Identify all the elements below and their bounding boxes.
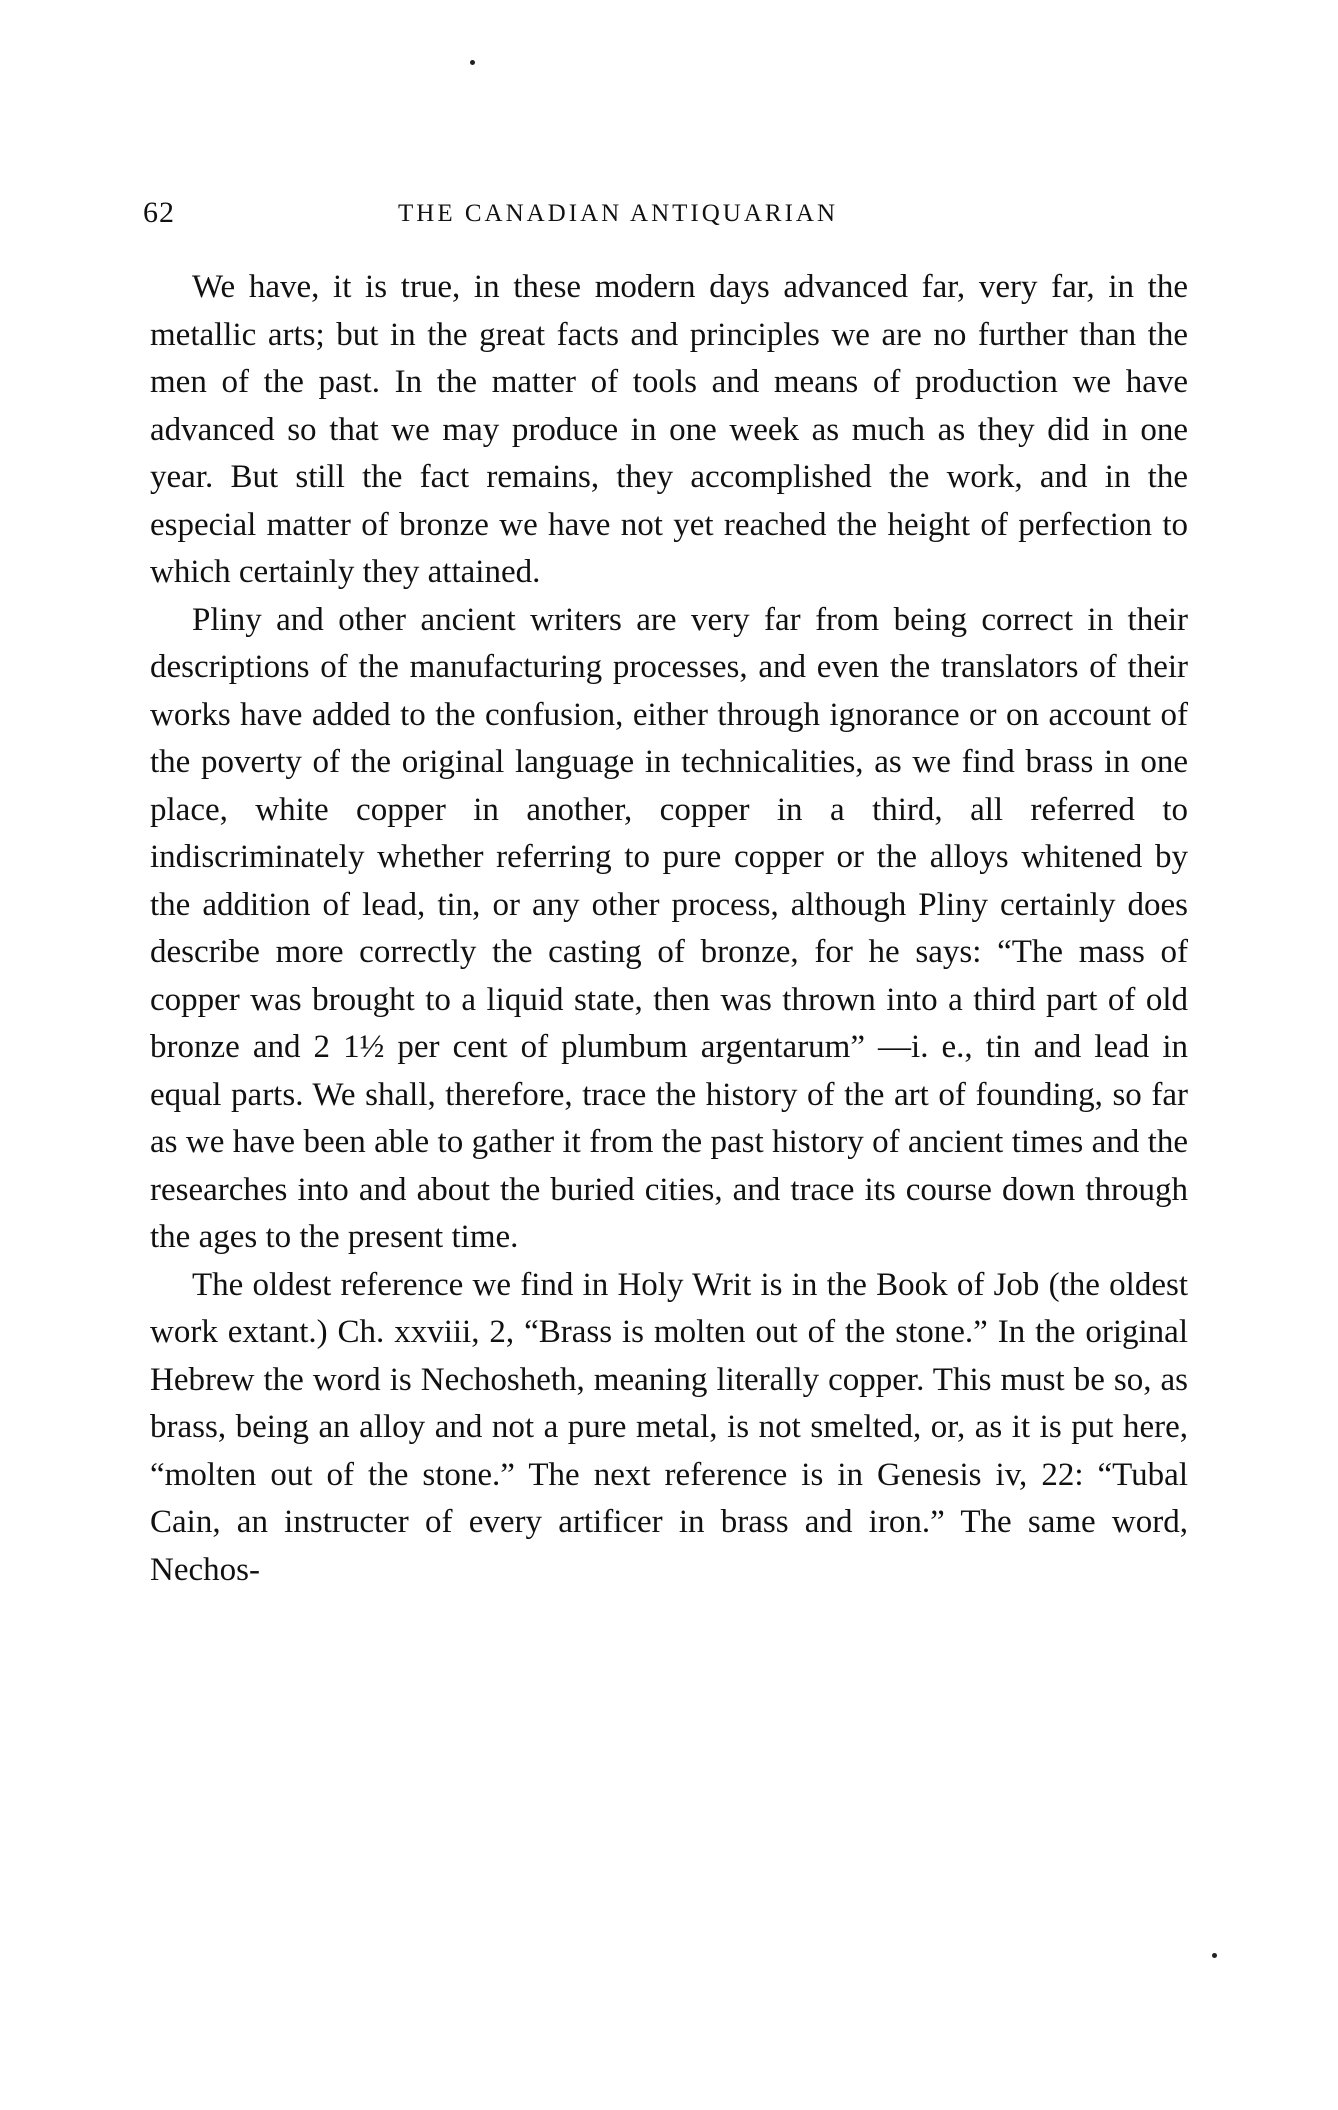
print-speck-top [470, 60, 475, 65]
body-text [150, 264, 1188, 1594]
page-header [143, 196, 1191, 236]
running-title: THE CANADIAN ANTIQUARIAN [398, 200, 839, 227]
print-speck-bottom [1212, 1953, 1217, 1958]
paragraph-1: We have, it is true, in these modern days advanced far, very far, in the metallic arts; but in the great facts and principles we are no further than the men of the past. In the matter of tools and means of production we have advanced so that we may produce in one week as much as they did in one year. But still the fact remains, they accomplished the work, and in the especial matter of bronze we have not yet reached the height of perfection to which certainly they attained. [150, 269, 1188, 590]
paragraph-3: The oldest reference we find in Holy Writ is in the Book of Job (the oldest work extant.) Ch. xxviii, 2, “Brass is molten out of the stone.” In the original Hebrew the word is Nechosheth, meaning literally copper. This must be so, as brass, being an alloy and not a pure metal, is not smelted, or, as it is put here, “molten out of the stone.” The next reference is in Genesis iv, 22: “Tubal Cain, an instructer of every artificer in brass and iron.” The same word, Nechos- [150, 1266, 1188, 1588]
page-number: 62 [143, 196, 175, 229]
paragraph-2: Pliny and other ancient writers are very far from being correct in their descriptions of the manufacturing processes, and even the translators of their works have added to the confusion, either through ignorance or on account of the poverty of the original language in technicalities, as we find brass in one place, white copper in another, copper in a third, all referred to indiscriminately whether referring to pure copper or the alloys whitened by the addition of lead, tin, or any other process, although Pliny certainly does describe more correctly the casting of bronze, for he says: “The mass of copper was brought to a liquid state, then was thrown into a third part of old bronze and 2 1½ per cent of plumbum argentarum” —i. e., tin and lead in equal parts. We shall, therefore, trace the history of the art of founding, so far as we have been able to gather it from the past history of ancient times and the researches into and about the buried cities, and trace its course down through the ages to the present time. [150, 601, 1188, 1255]
